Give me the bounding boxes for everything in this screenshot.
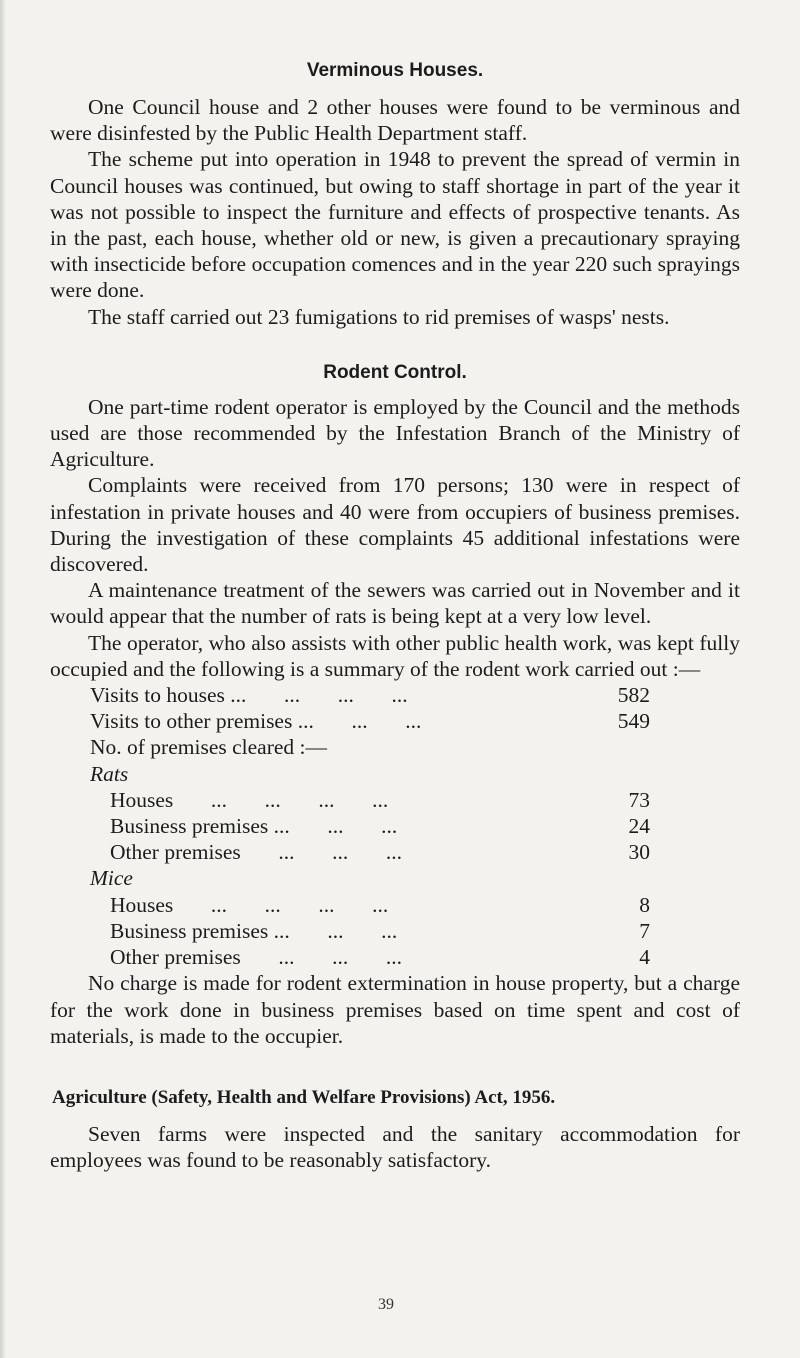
page-content (50, 58, 740, 1173)
paragraph: No charge is made for rodent extermination in house property, but a charge for the work done in business premises based on time spent and cost of materials, is made to the occupier. (50, 971, 740, 1048)
summary-value: 549 (617, 709, 650, 734)
summary-row (90, 944, 650, 970)
summary-value: 30 (628, 840, 650, 865)
summary-row (90, 708, 650, 734)
paragraph: Seven farms were inspected and the sanitary accommodation for employees was found to be reasonably satisfactory. (50, 1121, 740, 1173)
summary-subheading (90, 865, 650, 891)
summary-row (90, 892, 650, 918)
page-edge-shadow (0, 0, 6, 1358)
rats-subheading: Rats (90, 761, 129, 786)
summary-label: Visits to houses ... ... ... ... (90, 683, 408, 708)
summary-value: 7 (639, 918, 650, 943)
summary-label: Business premises ... ... ... (110, 814, 398, 839)
summary-label: Other premises ... ... ... (110, 945, 403, 970)
summary-value: 24 (628, 814, 650, 839)
summary-row (90, 734, 650, 760)
summary-subheading (90, 761, 650, 787)
summary-label: Houses ... ... ... ... (110, 787, 389, 812)
paragraph: Complaints were received from 170 persons; 130 were in respect of infestation in private houses and 40 were from occupiers of business premises. During the investigation of these complaints 45 additional infestations were discovered. (50, 473, 740, 577)
summary-row (90, 839, 650, 865)
paragraph: A maintenance treatment of the sewers was carried out in November and it would appear that the number of rats is being kept at a very low level. (50, 578, 740, 629)
summary-value: 8 (639, 892, 650, 917)
summary-label: No. of premises cleared :— (90, 735, 328, 760)
section-title-verminous: Verminous Houses. (306, 60, 484, 81)
summary-label: Houses ... ... ... ... (110, 892, 389, 917)
summary-value: 4 (639, 945, 650, 970)
summary-row (90, 682, 650, 708)
paragraph: The scheme put into operation in 1948 to prevent the spread of vermin in Council houses was continued, but owing to staff shortage in part of the year it was not possible to inspect the furniture and effects of prospective tenants. As in the past, each house, whether old or new, is given a precautionary spraying with insecticide before occupation comences and in the year 220 such sprayings were done. (50, 147, 740, 303)
section-title-rodent: Rodent Control. (323, 361, 467, 383)
summary-label: Other premises ... ... ... (110, 840, 403, 865)
section-title-agriculture: Agriculture (Safety, Health and Welfare Provisions) Act, 1956. (52, 1086, 556, 1108)
paragraph: The staff carried out 23 fumigations to rid premises of wasps' nests. (88, 304, 670, 329)
summary-row (90, 787, 650, 813)
summary-row (90, 813, 650, 839)
rodent-summary-table (90, 682, 650, 970)
summary-row (90, 918, 650, 944)
summary-value: 73 (628, 787, 650, 812)
mice-subheading: Mice (90, 866, 133, 891)
summary-label: Visits to other premises ... ... ... (90, 709, 422, 734)
paragraph: One Council house and 2 other houses were found to be verminous and were disinfested by the Public Health Department staff. (50, 95, 740, 146)
paragraph: The operator, who also assists with other public health work, was kept fully occupied and the following is a summary of the rodent work carried out :— (50, 630, 740, 681)
paragraph: One part-time rodent operator is employed by the Council and the methods used are those recommended by the Infestation Branch of the Ministry of Agriculture. (50, 394, 740, 472)
summary-value: 582 (617, 683, 650, 708)
page-number: 39 (378, 1296, 394, 1313)
summary-label: Business premises ... ... ... (110, 918, 398, 943)
